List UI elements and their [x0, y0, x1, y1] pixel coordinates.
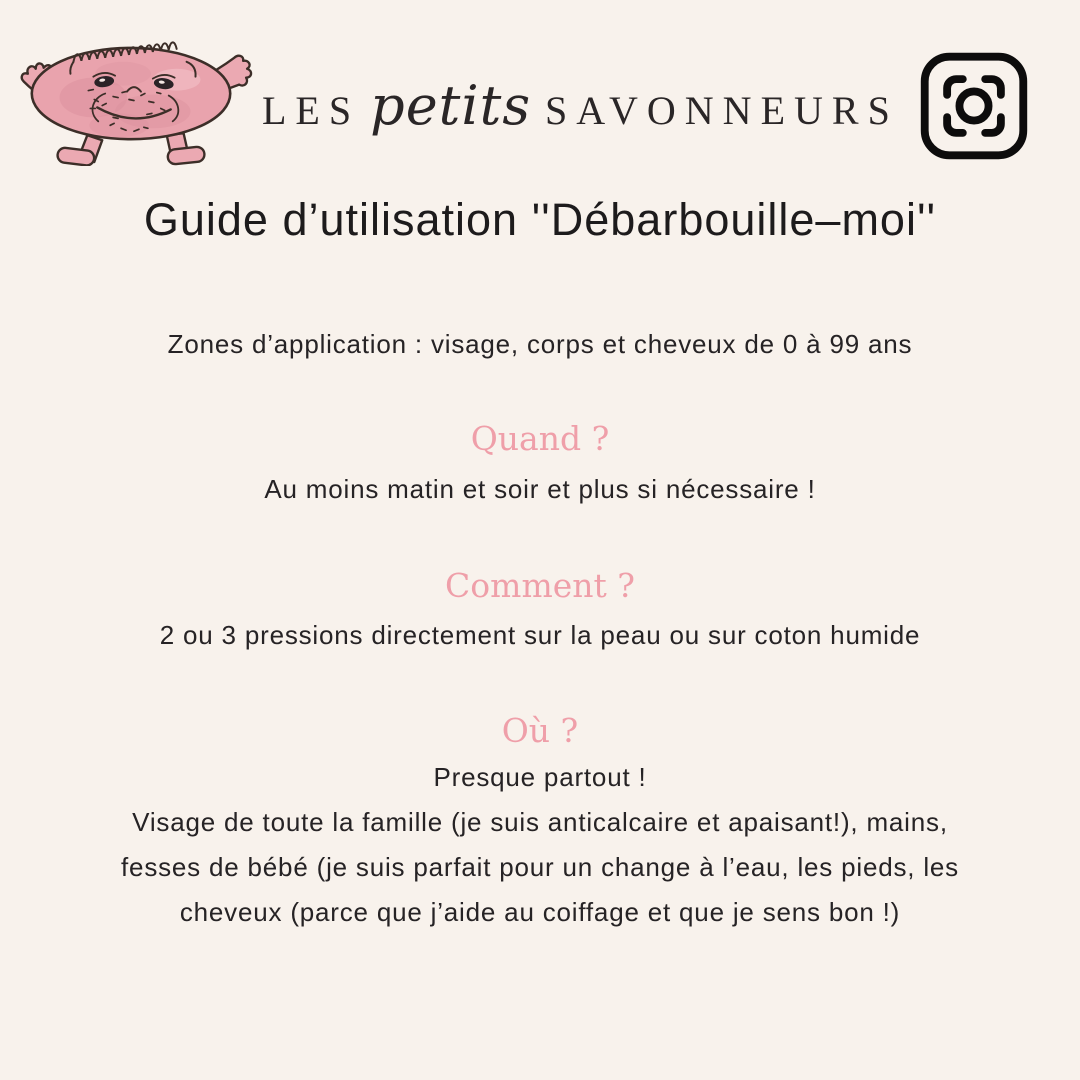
- soap-character-illustration: [2, 36, 260, 166]
- section-text-quand: Au moins matin et soir et plus si nécessaire !: [264, 474, 816, 504]
- page-title: Guide d’utilisation ''Débarbouille–moi'': [143, 194, 937, 245]
- section-text-comment: 2 ou 3 pressions directement sur la peau ou sur coton humide: [159, 620, 921, 650]
- brand-word-savonneurs: SAVONNEURS: [545, 88, 899, 133]
- application-zones-text: Zones d’application : visage, corps et cheveux de 0 à 99 ans: [167, 329, 913, 359]
- section-heading-quand: Quand ?: [470, 419, 610, 458]
- section-heading-comment: Comment ?: [445, 566, 635, 605]
- section-heading-ou: Où ?: [501, 711, 579, 750]
- brand-logo: [262, 74, 899, 137]
- camera-scan-icon: [918, 50, 1030, 162]
- ou-line-2: Visage de toute la famille (je suis anticalcaire et apaisant!), mains,: [132, 807, 948, 837]
- section-text-ou: [0, 755, 1080, 935]
- ou-line-1: Presque partout !: [433, 762, 647, 792]
- brand-word-les: LES: [262, 88, 361, 133]
- ou-line-4: cheveux (parce que j’aide au coiffage et que je sens bon !): [179, 897, 901, 927]
- ou-line-3: fesses de bébé (je suis parfait pour un change à l’eau, les pieds, les: [121, 852, 959, 882]
- brand-word-petits: petits: [370, 74, 532, 137]
